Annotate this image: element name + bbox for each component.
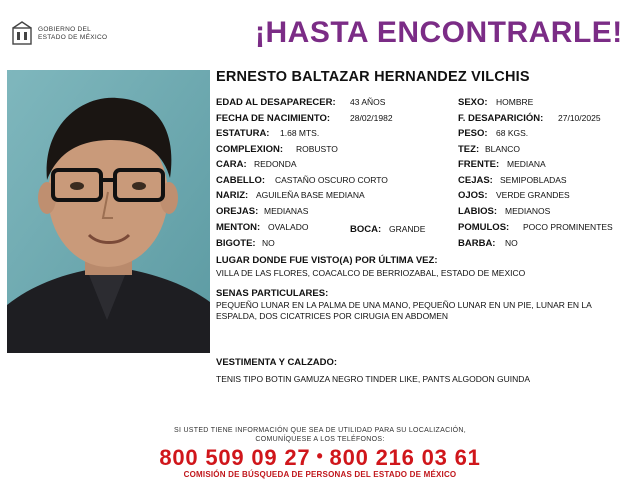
- label-weight: PESO:: [458, 128, 488, 139]
- value-chin: OVALADO: [268, 222, 309, 232]
- value-height: 1.68 MTS.: [280, 128, 320, 138]
- missing-person-photo: [7, 70, 210, 353]
- label-sex: SEXO:: [458, 97, 488, 108]
- value-beard: NO: [505, 238, 518, 248]
- commission-name: COMISIÓN DE BÚSQUEDA DE PERSONAS DEL ESTADO DE MÉXICO: [183, 470, 457, 479]
- label-ears: OREJAS:: [216, 206, 259, 217]
- value-nose: AGUILEÑA BASE MEDIANA: [256, 190, 365, 200]
- value-build: ROBUSTO: [296, 144, 338, 154]
- marks-title: SENAS PARTICULARES:: [216, 288, 329, 299]
- value-hair: CASTAÑO OSCURO CORTO: [275, 175, 388, 185]
- value-mouth: GRANDE: [389, 224, 426, 234]
- last-seen-text: VILLA DE LAS FLORES, COACALCO DE BERRIOZABAL, ESTADO DE MEXICO: [216, 268, 526, 278]
- label-age: EDAD AL DESAPARECER:: [216, 97, 336, 108]
- state-emblem-icon: [10, 20, 34, 46]
- clothing-text: TENIS TIPO BOTIN GAMUZA NEGRO TINDER LIKE, PANTS ALGODON GUINDA: [216, 374, 531, 384]
- value-sex: HOMBRE: [496, 97, 534, 107]
- contact-note-line1: SI USTED TIENE INFORMACIÓN QUE SEA DE UTILIDAD PARA SU LOCALIZACIÓN,: [173, 427, 467, 434]
- value-ears: MEDIANAS: [264, 206, 309, 216]
- label-cheekbones: POMULOS:: [458, 222, 510, 233]
- label-eyes: OJOS:: [458, 190, 488, 201]
- value-lips: MEDIANOS: [505, 206, 551, 216]
- value-forehead: MEDIANA: [507, 159, 546, 169]
- logo-text-line1: GOBIERNO DEL: [38, 26, 92, 33]
- value-age: 43 AÑOS: [350, 97, 386, 107]
- phone-number-1[interactable]: 800 509 09 27: [159, 445, 311, 470]
- label-disappearance-date: F. DESAPARICIÓN:: [458, 113, 544, 124]
- state-government-logo: [10, 20, 125, 48]
- value-disappearance-date: 27/10/2025: [558, 113, 601, 123]
- banner-title: ¡HASTA ENCONTRARLE!: [255, 16, 623, 49]
- value-eyes: VERDE GRANDES: [496, 190, 570, 200]
- label-face: CARA:: [216, 159, 247, 170]
- label-birth-date: FECHA DE NACIMIENTO:: [216, 113, 330, 124]
- label-chin: MENTON:: [216, 222, 261, 233]
- value-weight: 68 KGS.: [496, 128, 529, 138]
- label-beard: BARBA:: [458, 238, 496, 249]
- label-eyebrows: CEJAS:: [458, 175, 493, 186]
- last-seen-title: LUGAR DONDE FUE VISTO(A) POR ÚLTIMA VEZ:: [216, 255, 438, 266]
- label-forehead: FRENTE:: [458, 159, 500, 170]
- value-eyebrows: SEMIPOBLADAS: [500, 175, 567, 185]
- value-face: REDONDA: [254, 159, 297, 169]
- clothing-title: VESTIMENTA Y CALZADO:: [216, 357, 338, 368]
- logo-text-line2: ESTADO DE MÉXICO: [38, 34, 108, 41]
- label-complexion: TEZ:: [458, 144, 480, 155]
- label-mouth: BOCA:: [350, 224, 382, 235]
- phone-separator: •: [316, 446, 324, 466]
- value-complexion: BLANCO: [485, 144, 520, 154]
- value-mustache: NO: [262, 238, 275, 248]
- label-nose: NARIZ:: [216, 190, 249, 201]
- label-mustache: BIGOTE:: [216, 238, 256, 249]
- label-hair: CABELLO:: [216, 175, 266, 186]
- contact-note-line2: COMUNÍQUESE A LOS TELÉFONOS:: [255, 436, 385, 443]
- phone-number-2[interactable]: 800 216 03 61: [329, 445, 481, 470]
- phone-numbers: [0, 445, 640, 471]
- value-cheekbones: POCO PROMINENTES: [523, 222, 613, 232]
- person-name: ERNESTO BALTAZAR HERNANDEZ VILCHIS: [216, 69, 530, 85]
- label-lips: LABIOS:: [458, 206, 498, 217]
- value-birth-date: 28/02/1982: [350, 113, 393, 123]
- label-height: ESTATURA:: [216, 128, 270, 139]
- label-build: COMPLEXION:: [216, 144, 284, 155]
- marks-text: PEQUEÑO LUNAR EN LA PALMA DE UNA MANO, PEQUEÑO LUNAR EN UN PIE, LUNAR EN LA ESPALDA, DOS CICATRICES POR CIRUGIA EN ABDOMEN: [216, 300, 592, 321]
- portrait-illustration: [7, 70, 210, 353]
